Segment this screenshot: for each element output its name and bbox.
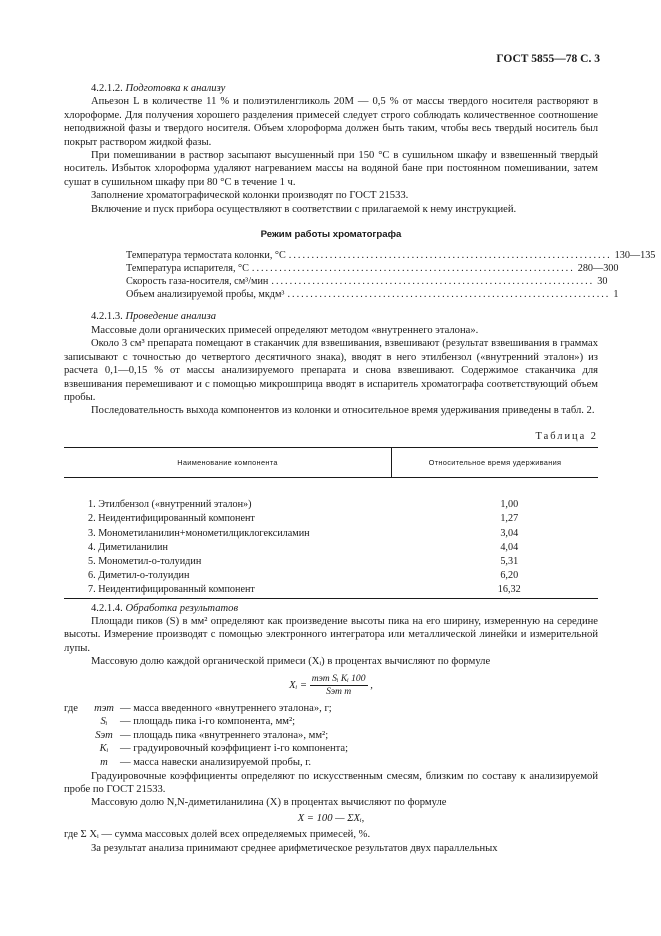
definition-row — [64, 715, 598, 729]
cell-value: 6,20 — [500, 570, 519, 582]
formula-denominator: Sэт m — [326, 685, 352, 697]
table-row — [64, 555, 598, 569]
mode-row — [126, 275, 608, 288]
cell-name: 7. Неидентифицированный компонент — [64, 583, 392, 598]
section-number: 4.2.1.2. — [91, 83, 123, 94]
mode-row — [126, 288, 619, 301]
cell-name: 3. Монометиланилин+монометилциклогексиламин — [88, 527, 310, 539]
cell-name: 2. Неидентифицированный компонент — [88, 513, 255, 525]
cell-name: 5. Монометил-о-толуидин — [88, 555, 202, 567]
mode-label: Объем анализируемой пробы, мкдм³ — [126, 289, 285, 301]
table-caption: Таблица 2 — [535, 430, 598, 442]
mode-list — [126, 249, 656, 301]
cell-value: 1,00 — [500, 499, 519, 511]
table-row — [64, 569, 598, 583]
definition-row — [64, 702, 598, 716]
where-word: где — [64, 702, 78, 714]
paragraph: Заполнение хроматографической колонки производят по ГОСТ 21533. — [91, 190, 409, 202]
section-heading-processing — [64, 602, 598, 615]
def-symbol: Kᵢ — [99, 743, 109, 755]
document-body — [64, 81, 656, 855]
section-heading-preparation — [64, 82, 598, 95]
paragraph: Массовую долю N,N-диметиланилина (X) в процентах вычисляют по формуле — [91, 797, 447, 809]
formula-tail: , — [370, 679, 373, 691]
def-text: — площадь пика i-го компонента, мм²; — [120, 716, 296, 728]
cell-value: 5,31 — [500, 555, 519, 567]
paragraph: Около 3 см³ препарата помещают в стаканчик для взвешивания, взвешивают (результат взвешивания в граммах записывают с точностью до четвертого десятичного знака), вводят в него этилбензол («внутренний эталон») из расчета 0,1—0,15 % от массы анализируемого препарата и снова взвешивают. Содержимое стаканчика для взвешивания перемешивают и с помощью микрошприца вводят в испаритель хроматографа соответствующий объем пробы. — [64, 338, 598, 403]
cell-name: 6. Диметил-о-толуидин — [88, 570, 190, 582]
def-text: — градуировочный коэффициент i-го компонента; — [120, 743, 349, 755]
leader-dots: ....................................................................... — [251, 263, 575, 275]
definition-row — [64, 729, 598, 743]
paragraph: Включение и пуск прибора осуществляют в соответствии с прилагаемой к нему инструкцией. — [91, 203, 517, 215]
def-text: — масса введенного «внутреннего эталона», г; — [120, 702, 332, 714]
mode-row — [126, 262, 619, 275]
cell-value: 4,04 — [500, 541, 519, 553]
mode-value: 130—135 — [614, 250, 656, 262]
section-title: Проведение анализа — [125, 311, 217, 323]
mode-title: Режим работы хроматографа — [260, 229, 402, 241]
def-symbol: Sᵢ — [100, 716, 108, 728]
table-row — [64, 478, 598, 513]
definition-row — [64, 756, 598, 770]
table-row — [64, 583, 598, 598]
paragraph: Площади пиков (S) в мм² определяют как произведение высоты пика на его ширину, измеренную на середине высоты. Измерение производят с помощью электронного интегратора или металлической линейки и измерительной лупы. — [64, 615, 598, 654]
mode-label: Температура испарителя, °C — [126, 263, 249, 275]
def-text: — площадь пика «внутреннего эталона», мм²; — [120, 729, 329, 741]
def-symbol: mэт — [94, 702, 114, 714]
paragraph: Последовательность выхода компонентов из колонки и относительное время удерживания приведены в табл. 2. — [91, 405, 595, 417]
paragraph: За результат анализа принимают среднее арифметическое результатов двух параллельных — [91, 842, 498, 854]
retention-table — [64, 447, 598, 598]
section-heading-analysis — [64, 310, 598, 323]
def-text: — масса навески анализируемой пробы, г. — [120, 756, 312, 768]
table-row — [64, 527, 598, 541]
table-header-row — [64, 448, 598, 478]
leader-dots: ....................................................................... — [271, 276, 595, 288]
formula-x: X = 100 — ΣXᵢ, — [297, 812, 365, 824]
paragraph: Массовые доли органических примесей определяют методом «внутреннего эталона». — [91, 324, 479, 336]
leader-dots: ....................................................................... — [287, 289, 611, 301]
formula-xi — [64, 673, 598, 698]
mode-label: Температура термостата колонки, °C — [126, 250, 286, 262]
definition-row — [64, 742, 598, 756]
def-symbol: Sэт — [95, 729, 113, 741]
paragraph: При помешивании в раствор засыпают высушенный при 150 °C в сушильном шкафу и взвешенный твердый носитель. Избыток хлороформа удаляют нагреванием массы на водяной бане при постоянном помешивании, затем сушат в сушильном шкафу при 80 °C в течение 1 ч. — [64, 150, 598, 188]
mode-value: 1 — [613, 289, 619, 301]
section-number: 4.2.1.3. — [91, 311, 123, 323]
leader-dots: ....................................................................... — [288, 250, 612, 262]
section-number: 4.2.1.4. — [91, 602, 123, 614]
page-header: ГОСТ 5855—78 С. 3 — [496, 53, 600, 65]
table-row — [64, 541, 598, 555]
cell-value: 1,27 — [500, 513, 519, 525]
formula-lhs: Xᵢ = — [289, 679, 308, 691]
definitions-list — [64, 702, 598, 770]
mode-row — [126, 249, 656, 262]
def-symbol: m — [100, 756, 108, 768]
cell-value: 16,32 — [392, 583, 599, 598]
section-title: Подготовка к анализу — [125, 83, 226, 94]
mode-label: Скорость газа-носителя, см³/мин — [126, 276, 269, 288]
formula-numerator: mэт Sᵢ Kᵢ 100 — [311, 672, 366, 684]
column-header-time: Относительное время удерживания — [392, 448, 599, 478]
section-title: Обработка результатов — [125, 602, 239, 614]
mode-value: 30 — [597, 276, 608, 288]
column-header-name: Наименование компонента — [64, 448, 392, 478]
cell-value: 3,04 — [500, 527, 519, 539]
formula-fraction — [310, 673, 368, 698]
cell-name: 4. Диметиланилин — [88, 541, 168, 553]
cell-name: 1. Этилбензол («внутренний эталон») — [88, 499, 252, 511]
paragraph: Массовую долю каждой органической примеси (Xᵢ) в процентах вычисляют по формуле — [91, 656, 491, 668]
paragraph: Апьезон L в количестве 11 % и полиэтиленгликоль 20М — 0,5 % от массы твердого носителя растворяют в хлороформе. Для получения хорошего разделения примесей следует строго соблюдать количественное соотношение неподвижной фазы и твердого носителя. Объем хлороформа должен быть таким, чтобы весь твердый носитель был покрыт раствором жидкой фазы. — [64, 96, 598, 148]
paragraph: где Σ Xᵢ — сумма массовых долей всех определяемых примесей, %. — [64, 829, 371, 841]
table-row — [64, 512, 598, 526]
paragraph: Градуировочные коэффициенты определяют по искусственным смесям, близким по составу к анализируемой пробе по ГОСТ 21533. — [64, 770, 598, 795]
mode-value: 280—300 — [577, 263, 619, 275]
